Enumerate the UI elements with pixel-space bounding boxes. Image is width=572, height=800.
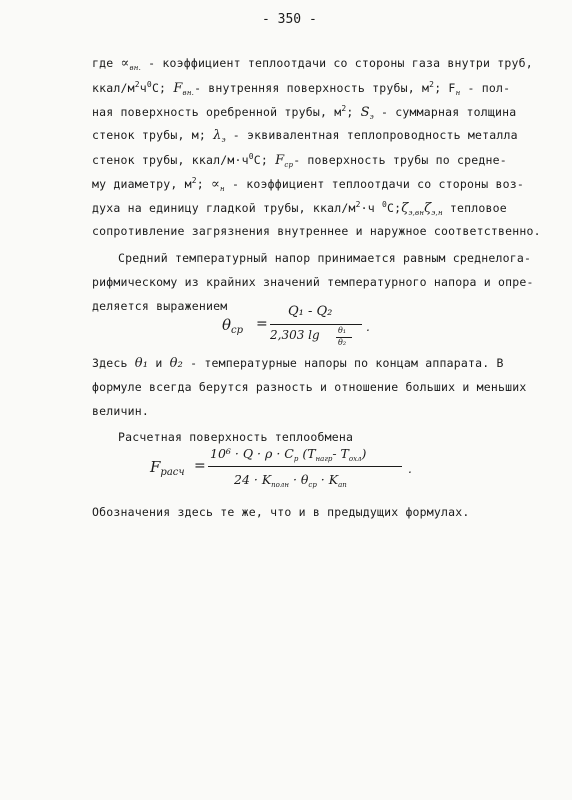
formula-period: .: [366, 320, 370, 334]
text-fragment: - внутренняя поверхность трубы, м: [194, 81, 430, 95]
symbol-subscript: вн.: [129, 64, 142, 72]
fraction-bar: [270, 324, 362, 325]
theta-symbol: θ₁: [134, 356, 149, 371]
formula-numerator: [210, 446, 366, 463]
formula-lhs: [222, 316, 243, 336]
text-line: рифмическому из крайних значений температурного напора и опре-: [92, 275, 534, 289]
page-number: - 350 -: [262, 12, 317, 27]
text-line: формуле всегда берутся разность и отношение больших и меньших: [92, 380, 527, 394]
formula-denominator: 2,303 lg: [270, 328, 320, 342]
text-fragment: где: [92, 56, 121, 70]
formula-lhs: [150, 458, 185, 478]
alpha-symbol: ∝: [120, 56, 130, 71]
numerator-text: ): [361, 446, 367, 461]
text-fragment: - суммарная толщина: [373, 105, 517, 119]
f-symbol: F: [150, 458, 161, 476]
superscript: 2: [191, 176, 197, 185]
symbol-subscript: э: [369, 113, 374, 121]
text-fragment: стенок трубы, ккал/м·ч: [92, 153, 249, 167]
formula-period: .: [408, 462, 412, 476]
formula-subscript: ср: [231, 325, 244, 336]
superscript: 0: [381, 200, 388, 209]
text-line: Средний температурный напор принимается равным среднелога-: [118, 251, 532, 265]
inner-denominator: θ₂: [338, 338, 347, 347]
superscript: 2: [134, 80, 140, 89]
denominator-text: 24 · K: [234, 472, 272, 487]
numerator-text: 10⁶ · Q · ρ · C: [210, 446, 294, 461]
text-line: Обозначения здесь те же, что и в предыдущих формулах.: [92, 505, 470, 519]
text-fragment: ная поверхность оребренной трубы, м: [92, 105, 342, 119]
equals-sign: =: [194, 458, 206, 474]
text-fragment: - температурные напоры по концам аппарата. В: [183, 356, 504, 370]
f-symbol: F: [275, 153, 285, 168]
text-line: Расчетная поверхность теплообмена: [118, 430, 354, 444]
text-fragment: и: [148, 356, 170, 370]
text-fragment: - поверхность трубы по средне-: [293, 153, 507, 167]
formula-subscript: ап: [338, 481, 347, 489]
text-fragment: ккал/м: [92, 81, 135, 95]
theta-symbol: θ: [222, 316, 232, 334]
superscript: 0: [146, 80, 152, 89]
numerator-text: - T: [332, 446, 349, 461]
symbol-subscript: э,н: [431, 209, 443, 217]
denominator-text: · θ: [288, 472, 309, 487]
text-fragment: тепловое: [442, 201, 507, 215]
superscript: 2: [429, 80, 435, 89]
denominator-text: · K: [316, 472, 339, 487]
symbol-subscript: ср: [284, 161, 294, 169]
text-fragment: сопротивление загрязнения внутреннее и наружное соответственно.: [92, 224, 541, 238]
formula-subscript: нагр: [315, 455, 333, 463]
formula-denominator: [234, 472, 347, 489]
text-line: деляется выражением: [92, 299, 228, 313]
text-line: величин.: [92, 404, 149, 418]
text-fragment: му диаметру, м: [92, 177, 192, 191]
superscript: 0: [248, 152, 254, 161]
theta-symbol: θ₂: [169, 356, 184, 371]
symbol-subscript: вн.: [182, 89, 195, 97]
text-fragment: С;: [253, 153, 276, 167]
text-fragment: - эквивалентная теплопроводность металла: [225, 128, 518, 142]
text-line: [92, 128, 518, 144]
s-symbol: S: [360, 105, 370, 120]
inner-numerator: θ₁: [338, 326, 347, 335]
superscript: 2: [355, 200, 361, 209]
text-fragment: С;: [151, 81, 174, 95]
text-fragment: ;: [346, 105, 361, 119]
equals-sign: =: [256, 316, 268, 332]
symbol-subscript: н: [455, 89, 461, 97]
formula-numerator: Q₁ - Q₂: [288, 304, 333, 319]
text-line: [92, 200, 507, 217]
text-line: [92, 152, 507, 169]
text-fragment: ·ч: [360, 201, 382, 215]
formula-mean-temperature: [222, 300, 372, 350]
formula-heat-exchange-area: [150, 442, 420, 494]
text-fragment: С;: [387, 201, 402, 215]
symbol-subscript: э,вн: [408, 209, 425, 217]
formula-subscript: расч: [160, 467, 185, 478]
alpha-symbol: ∝: [211, 177, 221, 192]
text-fragment: стенок трубы, м;: [92, 128, 214, 142]
zeta-symbol: ζ: [401, 201, 409, 216]
text-line: [92, 80, 510, 97]
superscript: 2: [341, 104, 347, 113]
text-line: [92, 104, 516, 121]
text-fragment: ;: [196, 177, 212, 191]
text-fragment: - коэффициент теплоотдачи со стороны воз-: [224, 177, 525, 191]
text-line: [92, 224, 541, 238]
text-fragment: ч: [139, 81, 147, 95]
formula-subscript: ср: [308, 481, 317, 489]
f-symbol: F: [173, 81, 183, 96]
text-line: [92, 356, 504, 371]
formula-subscript: p: [293, 455, 299, 463]
text-fragment: - коэффициент теплоотдачи со стороны газа внутри труб,: [141, 56, 533, 70]
text-line: [92, 56, 533, 72]
symbol-subscript: э: [221, 136, 226, 144]
formula-subscript: охл: [348, 455, 362, 463]
text-fragment: ; F: [434, 81, 456, 95]
formula-subscript: полн: [271, 481, 289, 489]
text-line: [92, 176, 524, 193]
symbol-subscript: н: [220, 185, 225, 193]
lambda-symbol: λ: [213, 128, 222, 143]
numerator-text: (T: [302, 446, 316, 461]
text-fragment: - пол-: [460, 81, 511, 95]
text-fragment: духа на единицу гладкой трубы, ккал/м: [92, 201, 356, 215]
fraction-bar: [208, 466, 402, 467]
zeta-symbol: ζ: [424, 201, 432, 216]
text-fragment: Здесь: [92, 356, 135, 370]
